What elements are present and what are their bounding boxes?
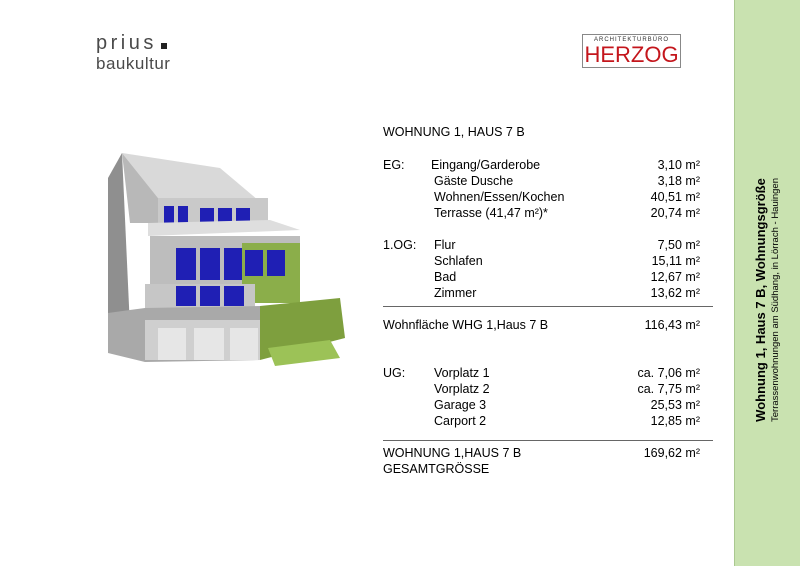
room-name: Zimmer xyxy=(434,286,477,300)
table-row xyxy=(383,206,713,222)
table-row xyxy=(383,382,713,398)
room-area: 3,18 m² xyxy=(657,174,700,188)
room-area: 3,10 m² xyxy=(657,158,700,172)
room-name: Eingang/Garderobe xyxy=(431,158,541,172)
table-row xyxy=(383,286,713,302)
section-label-ug: UG: xyxy=(383,366,406,380)
divider xyxy=(383,306,713,307)
section-label-eg: EG: xyxy=(383,158,405,172)
room-name: Wohnen/Essen/Kochen xyxy=(434,190,565,204)
table-row xyxy=(383,158,713,174)
room-area: 12,85 m² xyxy=(650,414,700,428)
total-row xyxy=(383,446,713,462)
table-row xyxy=(383,190,713,206)
herzog-logo-big: HERZOG xyxy=(584,42,679,67)
sidebar-text xyxy=(753,178,781,422)
room-name: Schlafen xyxy=(434,254,483,268)
table-row xyxy=(383,414,713,430)
building-rendering xyxy=(100,148,350,373)
room-area: 25,53 m² xyxy=(650,398,700,412)
table-row xyxy=(383,254,713,270)
room-name: Flur xyxy=(434,238,456,252)
room-area: ca. 7,75 m² xyxy=(637,382,700,396)
room-area: 7,50 m² xyxy=(657,238,700,252)
logo-line2: baukultur xyxy=(96,54,171,73)
table-row xyxy=(383,174,713,190)
table-row xyxy=(383,366,713,382)
page-title: WOHNUNG 1, HAUS 7 B xyxy=(383,125,525,139)
room-name: Bad xyxy=(434,270,457,284)
wohnflaeche-label: Wohnfläche WHG 1,Haus 7 B xyxy=(383,318,549,332)
herzog-logo-small: ARCHITEKTURBÜRO xyxy=(593,37,669,43)
total-value: 169,62 m² xyxy=(643,446,700,460)
table-row xyxy=(383,238,713,254)
room-area: 40,51 m² xyxy=(650,190,700,204)
prius-baukultur-logo xyxy=(96,33,170,72)
room-name: Gäste Dusche xyxy=(434,174,514,188)
room-area: 13,62 m² xyxy=(650,286,700,300)
table-row xyxy=(383,398,713,414)
herzog-logo xyxy=(582,34,681,68)
sidebar-subtitle: Terrassenwohnungen am Südhang, in Lörrach - Hauingen xyxy=(770,178,781,422)
room-name: Terrasse (41,47 m²)* xyxy=(434,206,548,220)
room-area: 15,11 m² xyxy=(651,254,700,268)
section-label-og: 1.OG: xyxy=(383,238,417,252)
table-row xyxy=(383,270,713,286)
room-area: 12,67 m² xyxy=(650,270,700,284)
room-name: Vorplatz 2 xyxy=(434,382,490,396)
room-area: ca. 7,06 m² xyxy=(637,366,700,380)
room-name: Vorplatz 1 xyxy=(434,366,490,380)
sidebar-title: Wohnung 1, Haus 7 B, Wohnungsgröße xyxy=(753,178,768,422)
divider xyxy=(383,440,713,441)
wohnflaeche-value: 116,43 m² xyxy=(644,318,700,332)
total-row-2 xyxy=(383,462,713,478)
room-area: 20,74 m² xyxy=(650,206,700,220)
total-label-line1: WOHNUNG 1,HAUS 7 B xyxy=(383,446,522,460)
logo-line1: prius xyxy=(96,32,157,54)
room-name: Garage 3 xyxy=(434,398,487,412)
wohnflaeche-row xyxy=(383,318,713,334)
logo-dot xyxy=(161,43,167,49)
total-label-line2: GESAMTGRÖSSE xyxy=(383,462,490,476)
room-name: Carport 2 xyxy=(434,414,487,428)
